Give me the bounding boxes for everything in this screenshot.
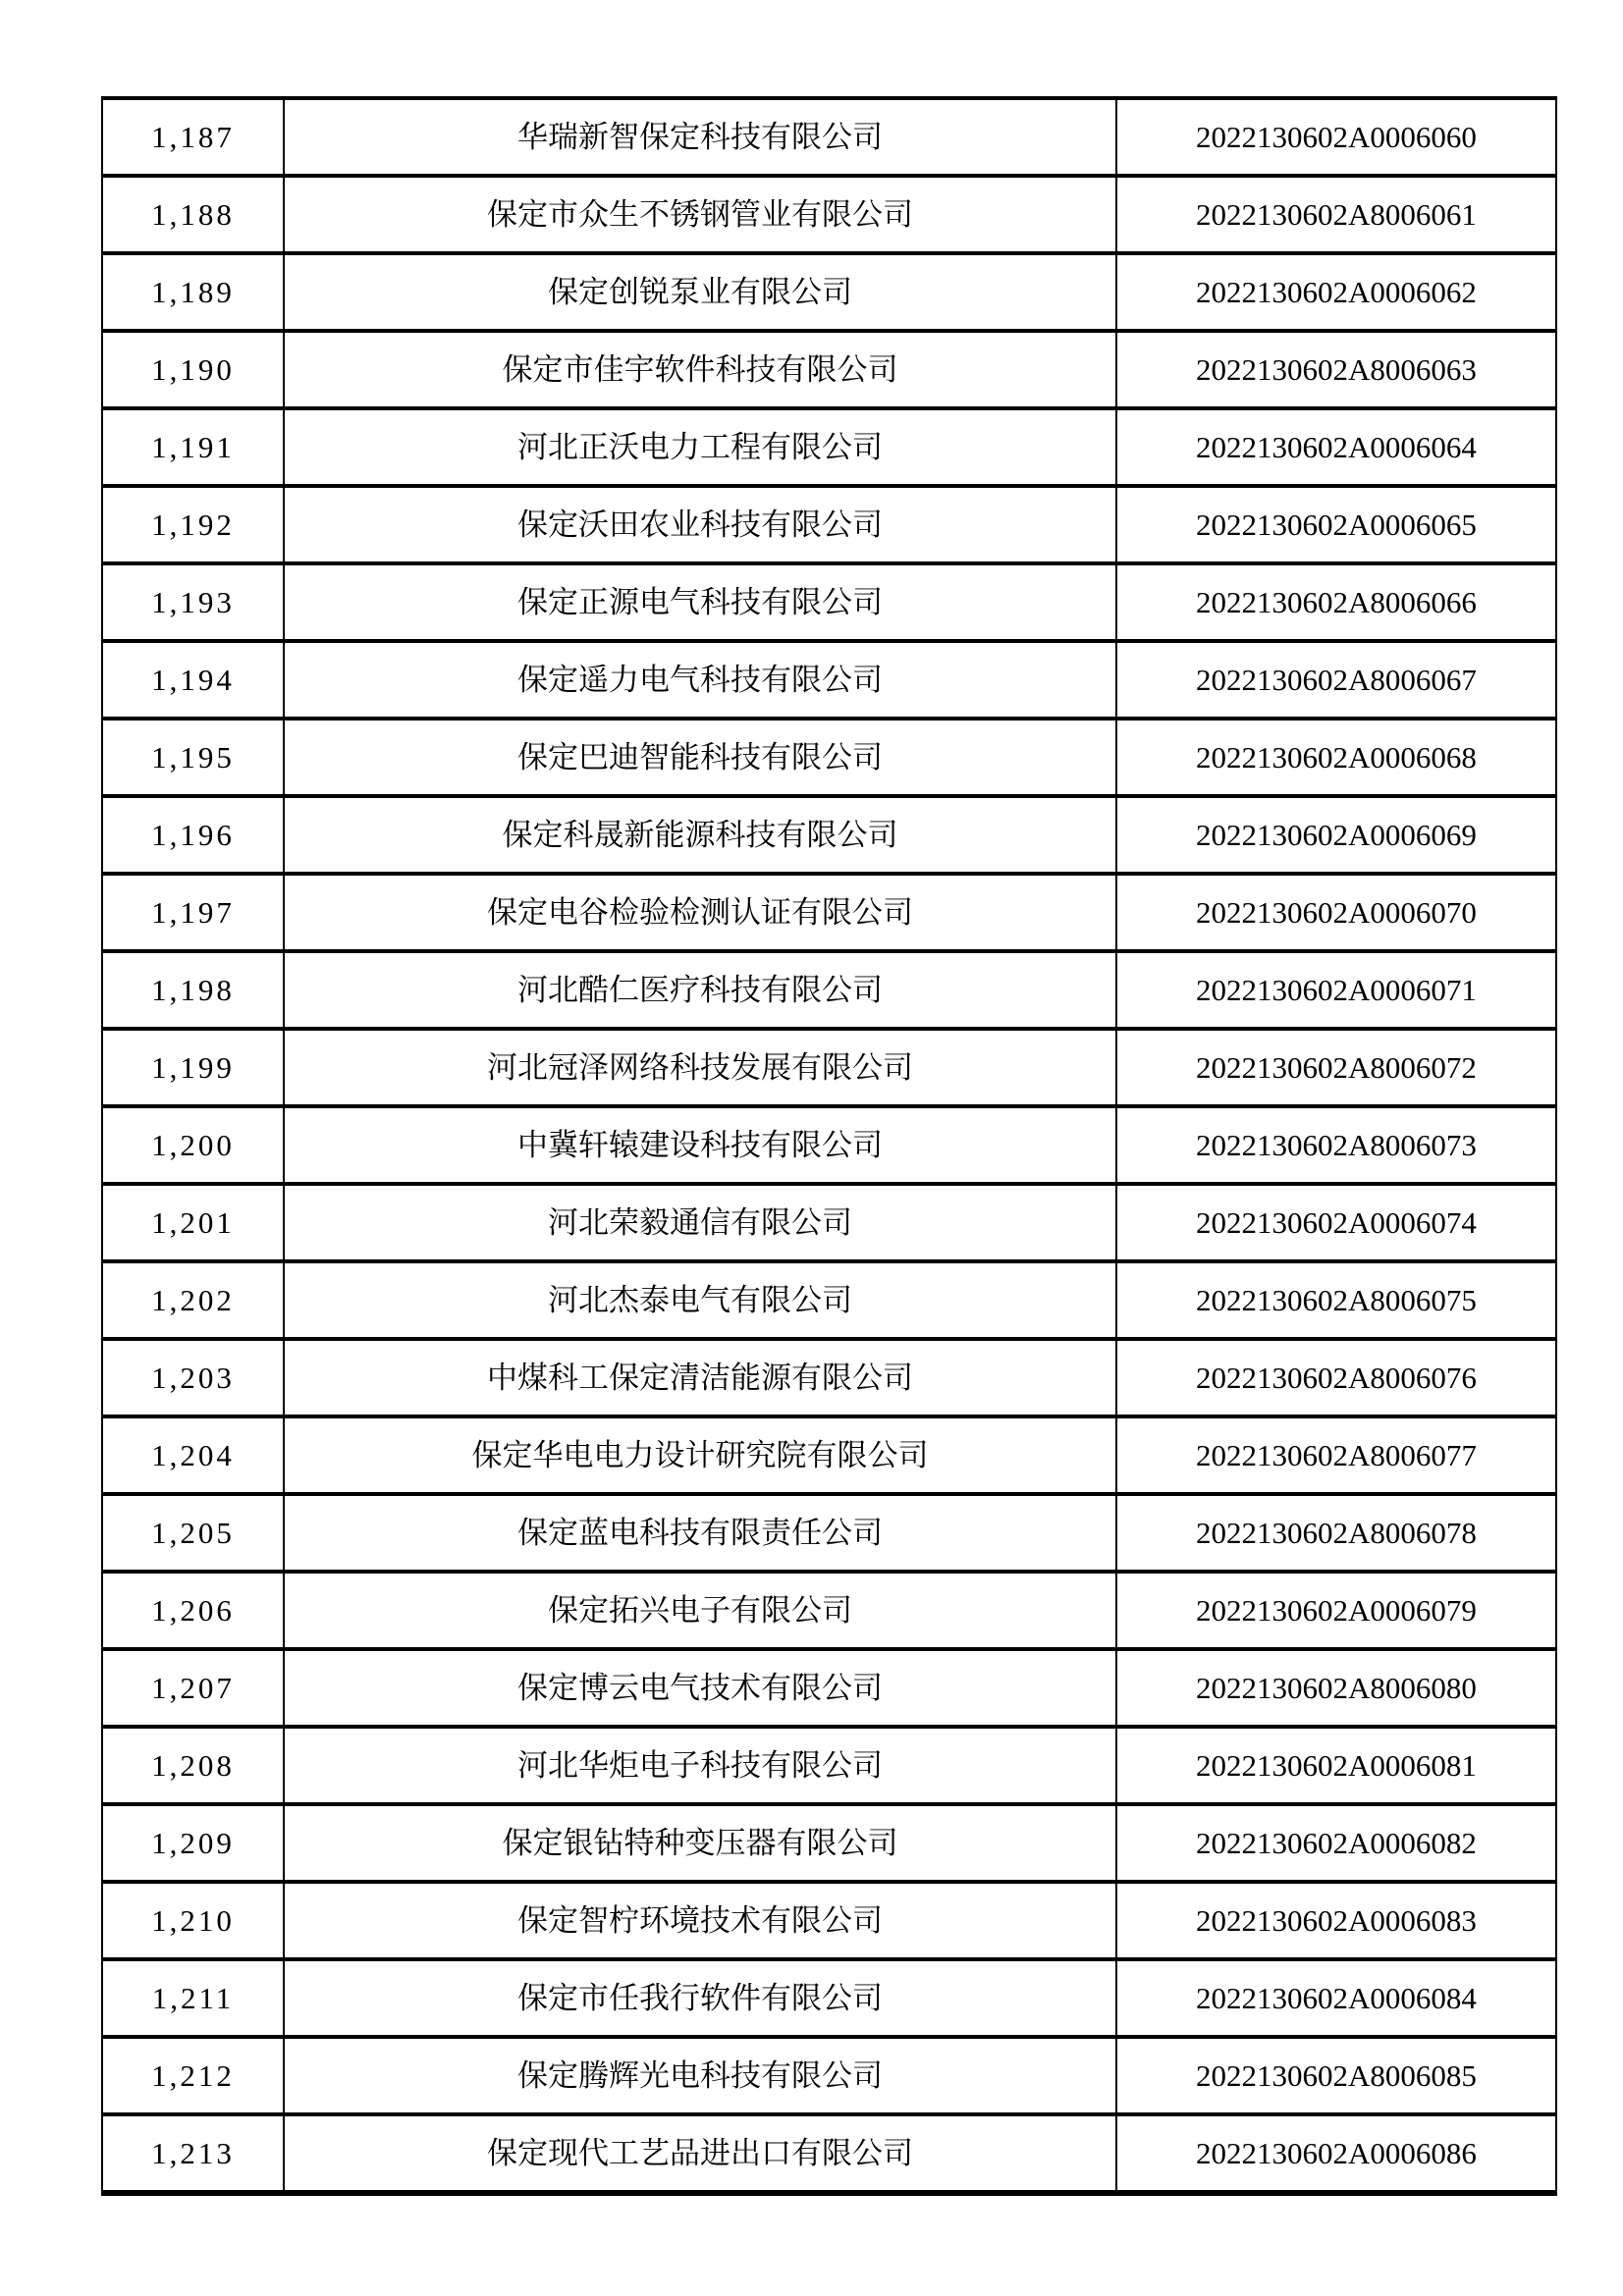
company-name-cell: 保定现代工艺品进出口有限公司 bbox=[284, 2114, 1116, 2193]
company-code-cell: 2022130602A0006074 bbox=[1116, 1184, 1556, 1261]
company-name-cell: 保定电谷检验检测认证有限公司 bbox=[284, 874, 1116, 951]
company-code-cell: 2022130602A0006070 bbox=[1116, 874, 1556, 951]
company-code-cell: 2022130602A0006065 bbox=[1116, 486, 1556, 563]
company-name-cell: 河北荣毅通信有限公司 bbox=[284, 1184, 1116, 1261]
row-number-cell: 1,195 bbox=[102, 719, 284, 796]
company-name-cell: 保定遥力电气科技有限公司 bbox=[284, 641, 1116, 719]
company-code-cell: 2022130602A8006078 bbox=[1116, 1494, 1556, 1572]
table-row bbox=[102, 1106, 1556, 1184]
table-row bbox=[102, 1649, 1556, 1727]
company-name-cell: 保定智柠环境技术有限公司 bbox=[284, 1882, 1116, 1959]
company-code-cell: 2022130602A0006060 bbox=[1116, 98, 1556, 176]
table-row bbox=[102, 253, 1556, 331]
table-row bbox=[102, 98, 1556, 176]
company-code-cell: 2022130602A8006067 bbox=[1116, 641, 1556, 719]
table-row bbox=[102, 1572, 1556, 1649]
table-row bbox=[102, 641, 1556, 719]
row-number-cell: 1,205 bbox=[102, 1494, 284, 1572]
company-code-cell: 2022130602A8006066 bbox=[1116, 563, 1556, 641]
table-row bbox=[102, 1184, 1556, 1261]
row-number-cell: 1,201 bbox=[102, 1184, 284, 1261]
table-row bbox=[102, 408, 1556, 486]
company-name-cell: 保定华电电力设计研究院有限公司 bbox=[284, 1416, 1116, 1494]
company-name-cell: 河北华炬电子科技有限公司 bbox=[284, 1727, 1116, 1804]
company-name-cell: 河北杰泰电气有限公司 bbox=[284, 1261, 1116, 1339]
company-name-cell: 保定博云电气技术有限公司 bbox=[284, 1649, 1116, 1727]
table-row bbox=[102, 2037, 1556, 2114]
company-name-cell: 保定蓝电科技有限责任公司 bbox=[284, 1494, 1116, 1572]
company-name-cell: 保定创锐泵业有限公司 bbox=[284, 253, 1116, 331]
company-name-cell: 保定银钻特种变压器有限公司 bbox=[284, 1804, 1116, 1882]
company-name-cell: 保定巴迪智能科技有限公司 bbox=[284, 719, 1116, 796]
row-number-cell: 1,212 bbox=[102, 2037, 284, 2114]
row-number-cell: 1,206 bbox=[102, 1572, 284, 1649]
company-name-cell: 中冀轩辕建设科技有限公司 bbox=[284, 1106, 1116, 1184]
table-row bbox=[102, 1339, 1556, 1416]
company-code-cell: 2022130602A0006086 bbox=[1116, 2114, 1556, 2193]
company-code-cell: 2022130602A0006081 bbox=[1116, 1727, 1556, 1804]
row-number-cell: 1,213 bbox=[102, 2114, 284, 2193]
row-number-cell: 1,196 bbox=[102, 796, 284, 874]
company-code-cell: 2022130602A0006062 bbox=[1116, 253, 1556, 331]
company-name-cell: 保定沃田农业科技有限公司 bbox=[284, 486, 1116, 563]
row-number-cell: 1,204 bbox=[102, 1416, 284, 1494]
table-row bbox=[102, 1882, 1556, 1959]
company-name-cell: 河北正沃电力工程有限公司 bbox=[284, 408, 1116, 486]
company-registration-table bbox=[101, 96, 1557, 2196]
table-row bbox=[102, 176, 1556, 253]
company-name-cell: 保定市众生不锈钢管业有限公司 bbox=[284, 176, 1116, 253]
table-row bbox=[102, 1959, 1556, 2037]
row-number-cell: 1,192 bbox=[102, 486, 284, 563]
company-name-cell: 中煤科工保定清洁能源有限公司 bbox=[284, 1339, 1116, 1416]
table-row bbox=[102, 1727, 1556, 1804]
row-number-cell: 1,202 bbox=[102, 1261, 284, 1339]
row-number-cell: 1,209 bbox=[102, 1804, 284, 1882]
company-code-cell: 2022130602A8006063 bbox=[1116, 331, 1556, 408]
row-number-cell: 1,190 bbox=[102, 331, 284, 408]
company-code-cell: 2022130602A0006071 bbox=[1116, 951, 1556, 1029]
row-number-cell: 1,197 bbox=[102, 874, 284, 951]
row-number-cell: 1,188 bbox=[102, 176, 284, 253]
table-row bbox=[102, 2114, 1556, 2193]
row-number-cell: 1,211 bbox=[102, 1959, 284, 2037]
table-row bbox=[102, 1029, 1556, 1106]
row-number-cell: 1,187 bbox=[102, 98, 284, 176]
row-number-cell: 1,198 bbox=[102, 951, 284, 1029]
company-name-cell: 保定腾辉光电科技有限公司 bbox=[284, 2037, 1116, 2114]
table-row bbox=[102, 331, 1556, 408]
row-number-cell: 1,199 bbox=[102, 1029, 284, 1106]
company-name-cell: 保定正源电气科技有限公司 bbox=[284, 563, 1116, 641]
company-code-cell: 2022130602A8006085 bbox=[1116, 2037, 1556, 2114]
company-code-cell: 2022130602A0006084 bbox=[1116, 1959, 1556, 2037]
company-code-cell: 2022130602A8006080 bbox=[1116, 1649, 1556, 1727]
table-row bbox=[102, 796, 1556, 874]
table-row bbox=[102, 1804, 1556, 1882]
row-number-cell: 1,193 bbox=[102, 563, 284, 641]
row-number-cell: 1,208 bbox=[102, 1727, 284, 1804]
company-code-cell: 2022130602A0006079 bbox=[1116, 1572, 1556, 1649]
row-number-cell: 1,189 bbox=[102, 253, 284, 331]
table-row bbox=[102, 1416, 1556, 1494]
table-row bbox=[102, 951, 1556, 1029]
table-body bbox=[102, 98, 1556, 2193]
company-code-cell: 2022130602A0006083 bbox=[1116, 1882, 1556, 1959]
row-number-cell: 1,200 bbox=[102, 1106, 284, 1184]
company-name-cell: 保定科晟新能源科技有限公司 bbox=[284, 796, 1116, 874]
company-code-cell: 2022130602A8006073 bbox=[1116, 1106, 1556, 1184]
company-name-cell: 河北冠泽网络科技发展有限公司 bbox=[284, 1029, 1116, 1106]
row-number-cell: 1,210 bbox=[102, 1882, 284, 1959]
company-code-cell: 2022130602A8006076 bbox=[1116, 1339, 1556, 1416]
company-code-cell: 2022130602A0006069 bbox=[1116, 796, 1556, 874]
table-row bbox=[102, 1494, 1556, 1572]
row-number-cell: 1,194 bbox=[102, 641, 284, 719]
row-number-cell: 1,191 bbox=[102, 408, 284, 486]
table-row bbox=[102, 486, 1556, 563]
table-row bbox=[102, 1261, 1556, 1339]
company-name-cell: 华瑞新智保定科技有限公司 bbox=[284, 98, 1116, 176]
company-name-cell: 保定市任我行软件有限公司 bbox=[284, 1959, 1116, 2037]
company-code-cell: 2022130602A8006077 bbox=[1116, 1416, 1556, 1494]
company-code-cell: 2022130602A8006075 bbox=[1116, 1261, 1556, 1339]
table-row bbox=[102, 874, 1556, 951]
row-number-cell: 1,203 bbox=[102, 1339, 284, 1416]
company-code-cell: 2022130602A8006072 bbox=[1116, 1029, 1556, 1106]
company-name-cell: 河北酷仁医疗科技有限公司 bbox=[284, 951, 1116, 1029]
company-code-cell: 2022130602A0006082 bbox=[1116, 1804, 1556, 1882]
company-name-cell: 保定市佳宇软件科技有限公司 bbox=[284, 331, 1116, 408]
row-number-cell: 1,207 bbox=[102, 1649, 284, 1727]
company-code-cell: 2022130602A0006064 bbox=[1116, 408, 1556, 486]
company-code-cell: 2022130602A0006068 bbox=[1116, 719, 1556, 796]
table-row bbox=[102, 719, 1556, 796]
table-row bbox=[102, 563, 1556, 641]
company-code-cell: 2022130602A8006061 bbox=[1116, 176, 1556, 253]
company-name-cell: 保定拓兴电子有限公司 bbox=[284, 1572, 1116, 1649]
